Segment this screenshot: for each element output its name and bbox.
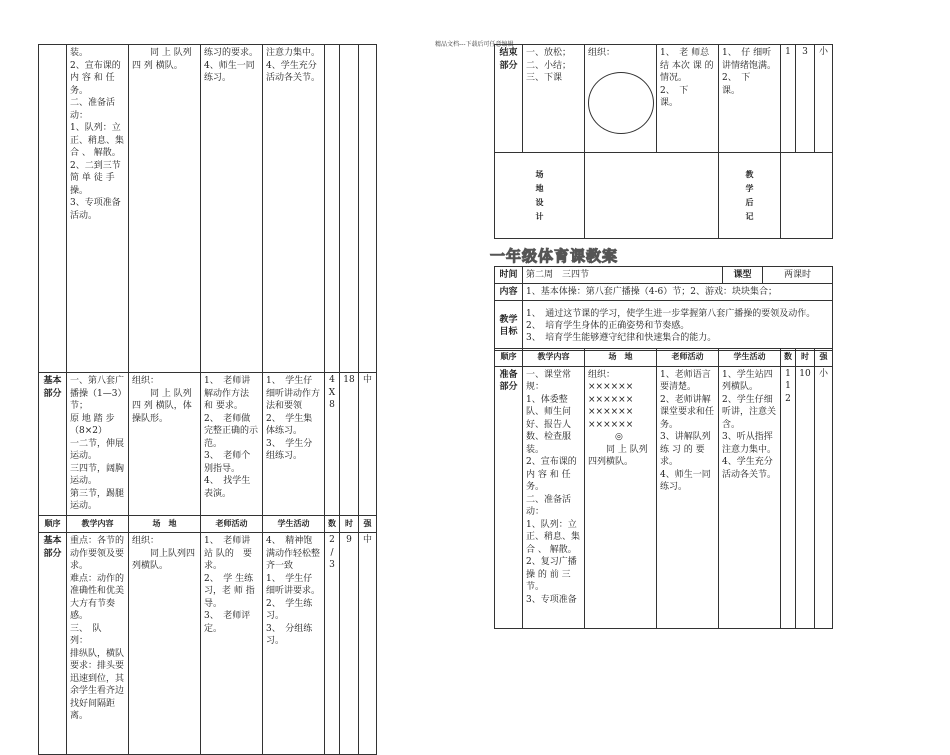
right-info-table	[494, 266, 833, 351]
info-time-row	[495, 267, 833, 284]
info-goal-row	[495, 301, 833, 351]
right-header-field: 场 地	[585, 349, 657, 367]
right-end-strength: 小	[815, 45, 833, 153]
right-prep-teacher: 1、老师语言要清楚。 2、老师讲解课堂要求和任务。 3、讲解队列练 习 的 要求。 4、师生一同练习。	[657, 366, 719, 628]
left-header-teacher: 老师活动	[201, 515, 263, 533]
left-basic2-student: 4、 精神饱满动作轻松整齐一致 1、 学生仔细听讲要求。 2、 学生练习。 3、 分组练习。	[263, 533, 325, 755]
left-header-time: 时	[340, 515, 359, 533]
left-top-label	[39, 45, 67, 373]
info-type-value: 两课时	[763, 267, 833, 284]
right-end-field-cell	[585, 45, 657, 153]
left-top-strength	[359, 45, 377, 373]
field-oval-diagram	[588, 72, 654, 134]
info-content-label: 内容	[495, 284, 523, 301]
right-end-time: 3	[796, 45, 815, 153]
right-end-count: 1	[781, 45, 796, 153]
left-basic2-row	[39, 533, 377, 755]
right-prep-label: 准备部分	[495, 366, 523, 628]
right-end-field: 组织：	[588, 48, 616, 58]
right-end-teacher: 1、 老 师总 结 本次 课 的情况。 2、 下 课。	[657, 45, 719, 153]
right-header-student: 学生活动	[719, 349, 781, 367]
left-basic-content: 一、第八套广播操（1—3）节； 原 地 踏 步（8×2） 一二节，伸展运动。 三四节，阔胸运动。 第三节，踢腿运动。	[67, 373, 129, 516]
right-prep-time: 10	[796, 366, 815, 628]
left-basic-field: 组织： 同 上 队列 四 列 横队，体操队形。	[129, 373, 201, 516]
right-header-strength: 强	[815, 349, 833, 367]
left-basic2-label: 基本部分	[39, 533, 67, 755]
left-basic-row	[39, 373, 377, 516]
info-goal-item: 3、 培育学生能够遵守纪律和快速集合的能力。	[526, 332, 717, 343]
info-content-row	[495, 284, 833, 301]
left-lesson-table	[38, 44, 377, 755]
right-header-count: 数	[781, 349, 796, 367]
right-prep-table	[494, 348, 833, 629]
left-top-time	[340, 45, 359, 373]
left-top-row	[39, 45, 377, 373]
right-header-teacher: 老师活动	[657, 349, 719, 367]
info-content-value: 1、基本体操：第八套广播操（4-6）节；2、游戏：块块集合；	[523, 284, 833, 301]
document-title: 一年级体育课教案	[490, 247, 619, 265]
left-top-field: 同 上 队列 四 列 横队。	[129, 45, 201, 373]
left-top-count	[325, 45, 340, 373]
left-header-student: 学生活动	[263, 515, 325, 533]
right-end-student: 1、 仔 细听讲情绪饱满。 2、 下 课。	[719, 45, 781, 153]
left-basic2-content: 重点：各节的动作要领及要求。 难点：动作的准确性和优美大方有节奏感。 三、 队 列： 排纵队，横队 要求：排头要迅速到位，其余学生看齐边找好间隔距离。	[67, 533, 129, 755]
info-type-label: 课型	[723, 267, 763, 284]
teaching-reflection-label: 教学后记	[745, 169, 754, 221]
right-venue-label-cell	[495, 153, 585, 239]
left-header-content: 教学内容	[67, 515, 129, 533]
info-goals-cell	[523, 301, 833, 351]
right-end-content: 一、放松； 二、小结； 三、下课	[523, 45, 585, 153]
right-prep-strength: 小	[815, 366, 833, 628]
left-top-content: 装。 2、宣布课的内 容 和 任务。 二、准备活动： 1、队列：立正、稍息、集 合 、 解散。 2、二到三节简 单 徒 手操。 3、专项准备活动。	[67, 45, 129, 373]
left-basic-student: 1、 学生仔细听讲动作方法和要领 2、 学生集体练习。 3、 学生分组练习。	[263, 373, 325, 516]
left-header-row	[39, 515, 377, 533]
right-venue-row	[495, 153, 833, 239]
right-header-time: 时	[796, 349, 815, 367]
right-header-order: 顺序	[495, 349, 523, 367]
left-top-teacher: 练习的要求。 4、师生一同练习。	[201, 45, 263, 373]
left-header-field: 场 地	[129, 515, 201, 533]
left-header-order: 顺序	[39, 515, 67, 533]
right-venue-area	[585, 153, 719, 239]
right-prep-row	[495, 366, 833, 628]
right-reflect-label-cell	[719, 153, 781, 239]
left-basic-teacher: 1、 老师讲解动作方法 和 要求。 2、 老师做完整正确的示范。 3、 老师个别指导。 4、 找学生表演。	[201, 373, 263, 516]
left-header-count: 数	[325, 515, 340, 533]
right-end-label: 结束部分	[495, 45, 523, 153]
info-time-label: 时间	[495, 267, 523, 284]
right-prep-field: 组织： ×××××× ×××××× ×××××× ×××××× ◎ 同 上 队列四列横队。	[585, 366, 657, 628]
info-goal-item: 1、 通过这节课的学习，使学生进一步掌握第八套广播操的要领及动作。	[526, 308, 816, 319]
left-basic2-time: 9	[340, 533, 359, 755]
header-note: 精品文档---下载后可任意编辑	[435, 41, 514, 48]
right-end-row	[495, 45, 833, 153]
right-reflect-area	[781, 153, 833, 239]
right-prep-count: 1 1 2	[781, 366, 796, 628]
info-goal-label: 教学目标	[495, 301, 523, 351]
right-top-table	[494, 44, 833, 239]
left-header-strength: 强	[359, 515, 377, 533]
left-basic-time: 18	[340, 373, 359, 516]
left-basic2-strength: 中	[359, 533, 377, 755]
left-basic-count: 4 X 8	[325, 373, 340, 516]
right-header-content: 教学内容	[523, 349, 585, 367]
right-prep-student: 1、学生站四列横队。 2、学生仔细听讲，注意关含。 3、听从指挥注意力集中。 4、学生充分活动各关节。	[719, 366, 781, 628]
left-top-student: 注意力集中。 4、学生充分活动各关节。	[263, 45, 325, 373]
venue-design-label: 场地设计	[535, 169, 544, 221]
left-basic2-teacher: 1、 老师讲 站 队的 要求。 2、 学 生练 习，老 师 指导。 3、 老师评定。	[201, 533, 263, 755]
right-header-row	[495, 349, 833, 367]
left-basic-label: 基本部分	[39, 373, 67, 516]
left-basic-strength: 中	[359, 373, 377, 516]
info-goal-item: 2、 培育学生身体的正确姿势和节奏感。	[526, 320, 690, 331]
left-basic2-count: 2 / 3	[325, 533, 340, 755]
left-basic2-field: 组织： 同上队列四列横队。	[129, 533, 201, 755]
right-prep-content: 一、课堂常规： 1、体委整队、师生问好、报告人数、检查服装。 2、宣布课的内 容 和 任务。 二、准备活动： 1、队列：立正、稍息、集 合 、 解散。 2、复习广播操 的 前 三节。 3、专项准备	[523, 366, 585, 628]
info-time-value: 第二周 三四节	[523, 267, 723, 284]
